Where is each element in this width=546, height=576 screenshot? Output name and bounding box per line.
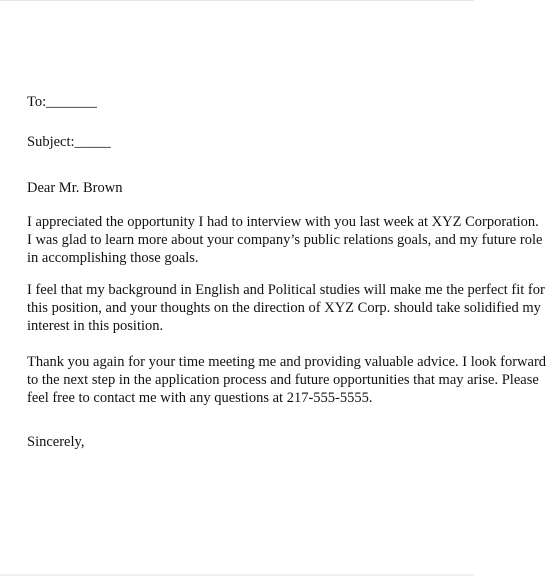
paragraph-line: to the next step in the application process and future opportunities that may arise. Please	[27, 372, 539, 388]
closing: Sincerely,	[27, 434, 85, 450]
paragraph-2	[27, 281, 545, 335]
paragraph-1	[27, 213, 542, 267]
paragraph-line: I appreciated the opportunity I had to interview with you last week at XYZ Corporation.	[27, 214, 539, 230]
subject-line: Subject:_____	[27, 134, 111, 150]
paragraph-3	[27, 353, 546, 407]
paragraph-line: interest in this position.	[27, 318, 164, 334]
paragraph-line: this position, and your thoughts on the direction of XYZ Corp. should take solidified my	[27, 300, 541, 316]
to-line: To:_______	[27, 94, 97, 110]
paragraph-line: Thank you again for your time meeting me and providing valuable advice. I look forward	[27, 354, 546, 370]
paragraph-line: I feel that my background in English and Political studies will make me the perfect fit for	[27, 282, 545, 298]
greeting: Dear Mr. Brown	[27, 180, 123, 196]
paragraph-line: in accomplishing those goals.	[27, 250, 199, 266]
paragraph-line: feel free to contact me with any questions at 217-555-5555.	[27, 390, 373, 406]
paragraph-line: I was glad to learn more about your company’s public relations goals, and my future role	[27, 232, 543, 248]
